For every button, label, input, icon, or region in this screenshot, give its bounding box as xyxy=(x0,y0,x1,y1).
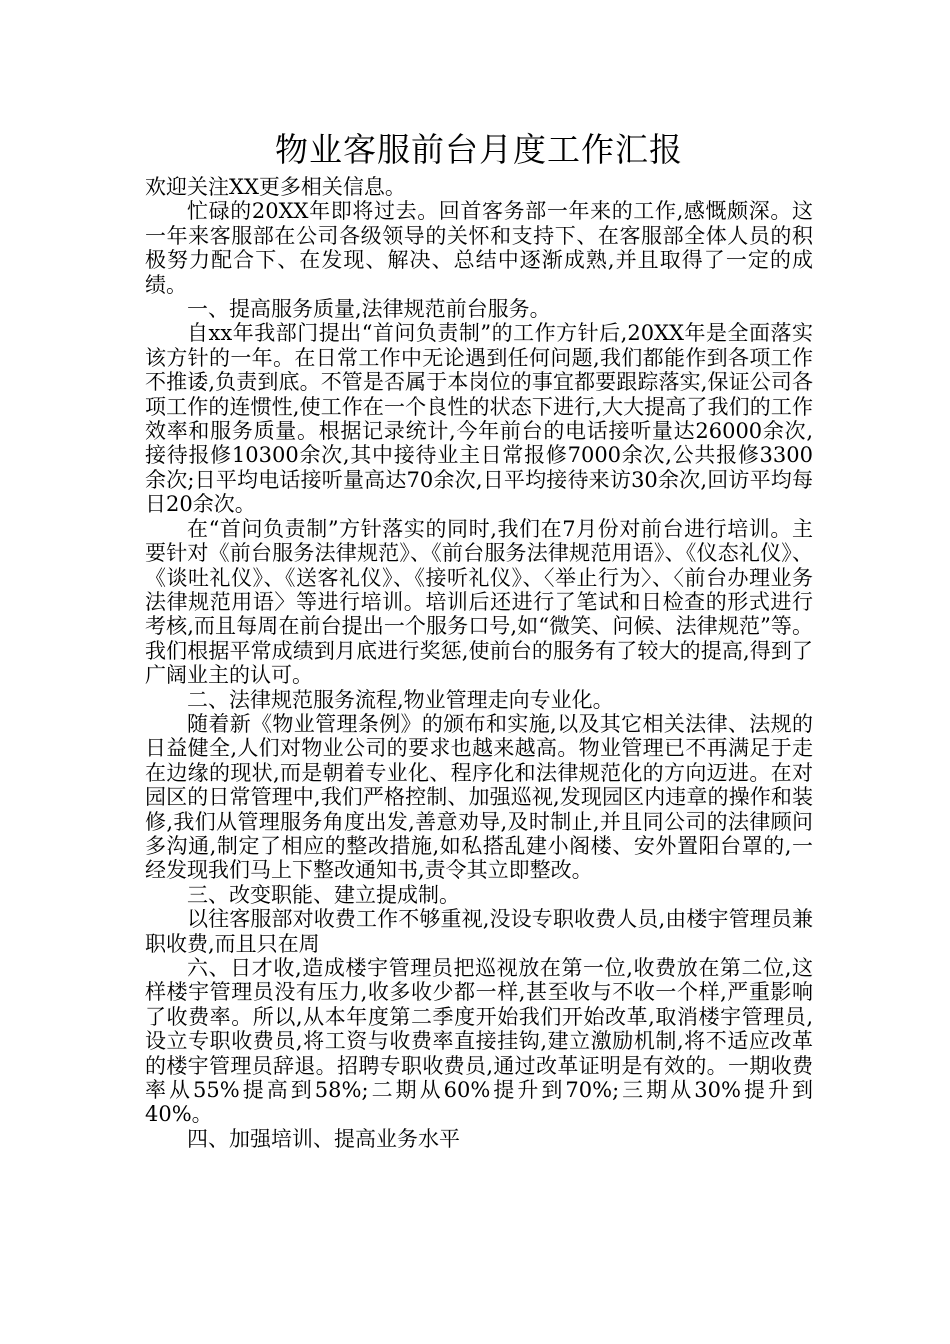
section-heading-3: 三、改变职能、建立提成制。 xyxy=(187,882,460,907)
paragraph-training: 在“首问负责制”方针落实的同时,我们在7月份对前台进行培训。主要针对《前台服务法律规范》、《前台服务法律规范用语》、《仪态礼仪》、《谈吐礼仪》、《送客礼仪》、《接听礼仪》、〈举止行为〉、〈前台办理业务法律规范用语〉等进行培训。培训后还进行了笔试和日检查的形式进行考核,而且每周在前台提出一个服务口号,如“微笑、问候、法律规范”等。我们根据平常成绩到月底进行奖惩,使前台的服务有了较大的提高,得到了广阔业主的认可。 xyxy=(145,516,813,688)
paragraph-opening: 忙碌的20XX年即将过去。回首客务部一年来的工作,感慨颇深。这一年来客服部在公司各级领导的关怀和支持下、在客服部全体人员的积极努力配合下、在发现、解决、总结中逐渐成熟,并且取得了一定的成绩。 xyxy=(145,199,813,297)
section-heading-1: 一、提高服务质量,法律规范前台服务。 xyxy=(187,297,551,322)
intro-line: 欢迎关注XX更多相关信息。 xyxy=(145,175,406,199)
paragraph-first-inquiry: 自xx年我部门提出“首问负责制”的工作方针后,20XX年是全面落实该方针的一年。在日常工作中无论遇到任何问题,我们都能作到各项工作不推诿,负责到底。不管是否属于本岗位的事宜都要跟踪落实,保证公司各项工作的连惯性,使工作在一个良性的状态下进行,大大提高了我们的工作效率和服务质量。根据记录统计,今年前台的电话接听量达26000余次,接待报修10300余次,其中接待业主日常报修7000余次,公共报修3300余次;日平均电话接听量高达70余次,日平均接待来访30余次,回访平均每日20余次。 xyxy=(145,321,813,517)
paragraph-reform: 六、日才收,造成楼宇管理员把巡视放在第一位,收费放在第二位,这样楼宇管理员没有压力,收多收少都一样,甚至收与不收一个样,严重影响了收费率。所以,从本年度第二季度开始我们开始改革,取消楼宇管理员,设立专职收费员,将工资与收费率直接挂钩,建立激励机制,将不适应改革的楼宇管理员辞退。招聘专职收费员,通过改革证明是有效的。一期收费率从55%提高到58%;二期从60%提升到70%;三期从30%提升到40%。 xyxy=(145,956,813,1127)
document-body xyxy=(145,175,813,1151)
paragraph-regulation: 随着新《物业管理条例》的颁布和实施,以及其它相关法律、法规的日益健全,人们对物业公司的要求也越来越高。物业管理已不再满足于走在边缘的现状,而是朝着专业化、程序化和法律规范化的方向迈进。在对园区的日常管理中,我们严格控制、加强巡视,发现园区内违章的操作和装修,我们从管理服务角度出发,善意劝导,及时制止,并且同公司的法律顾问多沟通,制定了相应的整改措施,如私搭乱建小阁楼、安外置阳台罩的,一经发现我们马上下整改通知书,责令其立即整改。 xyxy=(145,711,813,883)
paragraph-fee-collection: 以往客服部对收费工作不够重视,没设专职收费人员,由楼宇管理员兼职收费,而且只在周 xyxy=(145,907,813,956)
document-page xyxy=(145,125,813,1151)
section-heading-4: 四、加强培训、提高业务水平 xyxy=(187,1126,460,1151)
section-heading-2: 二、法律规范服务流程,物业管理走向专业化。 xyxy=(187,687,614,712)
document-title: 物业客服前台月度工作汇报 xyxy=(275,130,683,169)
